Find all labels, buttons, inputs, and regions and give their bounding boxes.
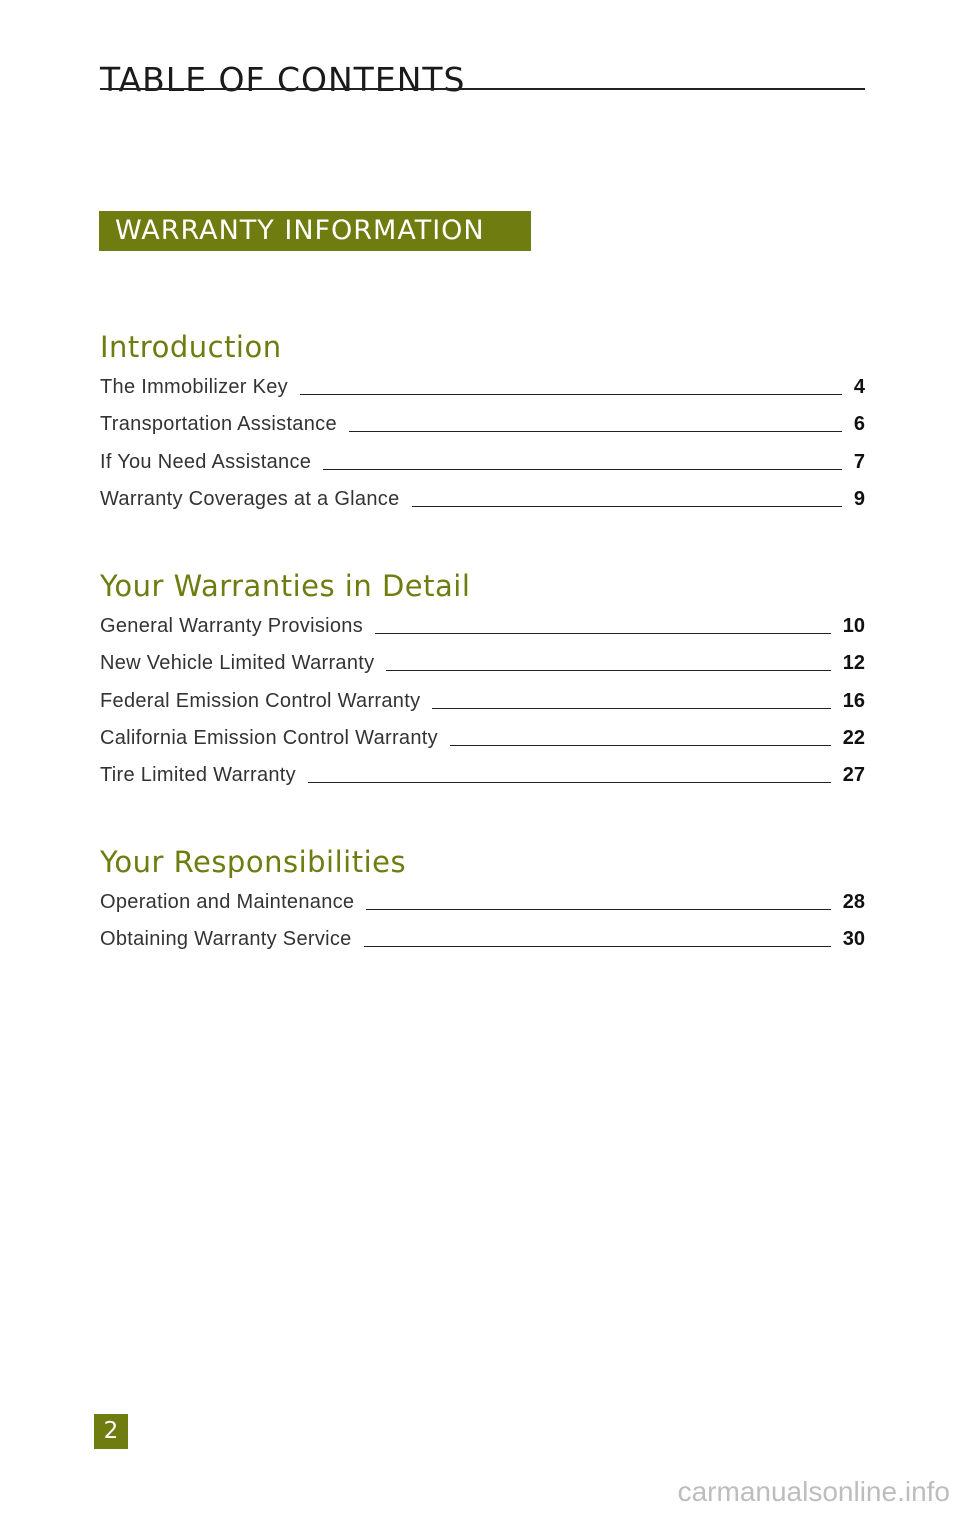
toc-entry[interactable] (100, 764, 865, 801)
toc-entry-page: 7 (853, 450, 865, 473)
toc-entry-label: Obtaining Warranty Service (100, 928, 352, 951)
page-title: TABLE OF CONTENTS (100, 60, 466, 100)
page-number-badge: 2 (94, 1414, 128, 1449)
toc-leader-line (450, 745, 831, 746)
toc-entry-label: New Vehicle Limited Warranty (100, 652, 375, 675)
toc-entry-label: Tire Limited Warranty (100, 764, 296, 787)
toc-entry[interactable] (100, 413, 865, 450)
toc-leader-line (323, 469, 842, 470)
toc-entry-label: Transportation Assistance (100, 413, 337, 436)
toc-entry-page: 30 (842, 928, 865, 951)
section-title: Your Responsibilities (100, 845, 407, 879)
toc-entry-page: 12 (842, 652, 865, 675)
toc-entry-page: 10 (842, 615, 865, 637)
toc-entry[interactable] (100, 690, 865, 727)
toc-entry[interactable] (100, 376, 865, 413)
title-divider (100, 88, 865, 90)
toc-leader-line (366, 909, 830, 910)
toc-entry-label: Operation and Maintenance (100, 891, 355, 913)
toc-entry-page: 9 (853, 487, 865, 510)
toc-entry-page: 27 (842, 764, 865, 787)
toc-entry-label: California Emission Control Warranty (100, 726, 438, 749)
section-your-warranties-in-detail (100, 569, 865, 801)
toc-entry[interactable] (100, 451, 865, 488)
toc-entry[interactable] (100, 652, 865, 689)
toc-entry[interactable] (100, 891, 865, 928)
toc-entry-page: 28 (842, 891, 865, 913)
toc-entry[interactable] (100, 928, 865, 965)
toc-leader-line (349, 431, 842, 432)
toc-entry-page: 4 (853, 376, 865, 398)
toc-entry-label: General Warranty Provisions (100, 615, 364, 637)
toc-entry[interactable] (100, 615, 865, 652)
section-title: Introduction (100, 330, 282, 364)
toc-entry-label: The Immobilizer Key (100, 376, 288, 398)
toc-leader-line (308, 782, 831, 783)
toc-entry[interactable] (100, 488, 865, 525)
section-title: Your Warranties in Detail (100, 569, 471, 603)
toc-leader-line (386, 670, 830, 671)
toc-entry-label: If You Need Assistance (100, 450, 312, 473)
toc-entry-page: 16 (842, 689, 865, 712)
toc-leader-line (412, 506, 842, 507)
toc-entry-label: Warranty Coverages at a Glance (100, 487, 400, 510)
toc-entry[interactable] (100, 727, 865, 764)
section-introduction (100, 330, 865, 525)
toc-leader-line (375, 633, 831, 634)
toc-entry-page: 22 (842, 726, 865, 749)
warranty-information-banner: WARRANTY INFORMATION (99, 211, 531, 251)
section-your-responsibilities (100, 845, 865, 966)
toc-entry-page: 6 (853, 413, 865, 436)
toc-entry-label: Federal Emission Control Warranty (100, 689, 421, 712)
toc-leader-line (364, 946, 831, 947)
toc-leader-line (432, 708, 830, 709)
watermark: carmanualsonline.info (677, 1476, 950, 1507)
toc-leader-line (300, 394, 842, 395)
